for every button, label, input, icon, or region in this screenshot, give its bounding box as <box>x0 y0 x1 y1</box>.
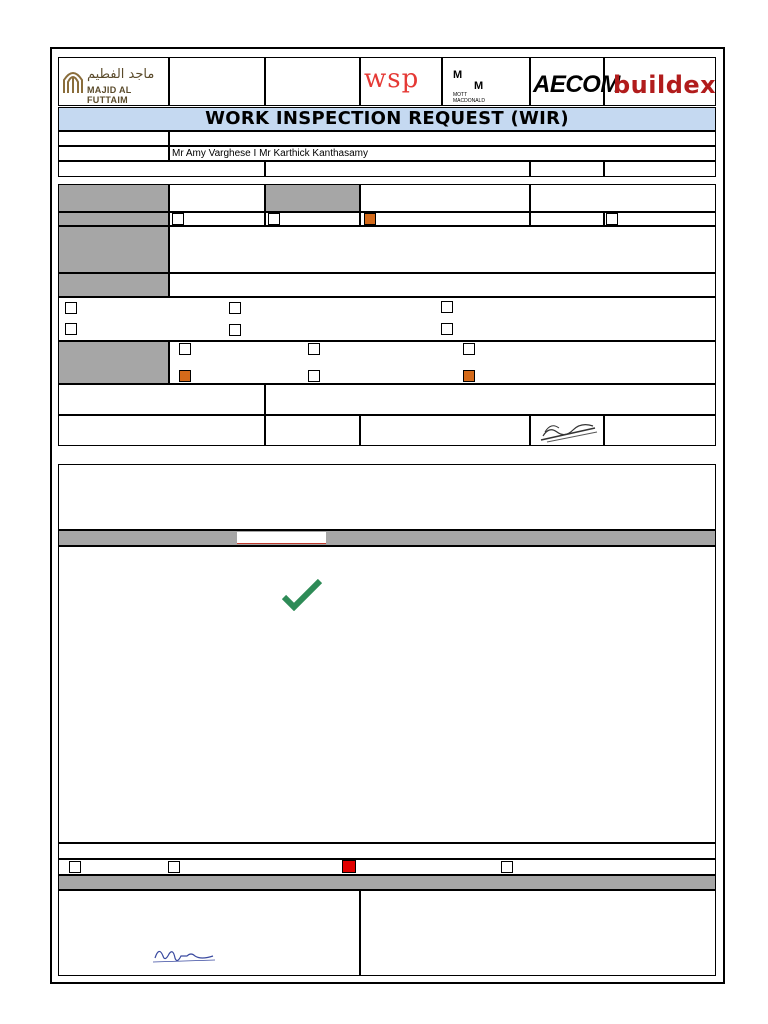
type-option-3 <box>360 212 530 226</box>
approval-left-box[interactable] <box>58 890 360 976</box>
info-cell-3d[interactable] <box>604 161 716 177</box>
section-label-2 <box>265 184 360 212</box>
type-label <box>58 212 169 226</box>
discipline-label <box>58 341 169 384</box>
type-option-4a <box>530 212 604 226</box>
attachment-checkbox-2[interactable] <box>229 302 241 314</box>
signature-handwritten <box>151 944 217 966</box>
info-value-1[interactable] <box>169 131 716 146</box>
result-checkbox-4[interactable] <box>501 861 513 873</box>
discipline-checkbox-1[interactable] <box>179 343 191 355</box>
attachment-checkbox-6[interactable] <box>441 323 453 335</box>
sign-label <box>58 415 265 446</box>
type-checkbox-2[interactable] <box>268 213 280 225</box>
result-checkbox-1[interactable] <box>69 861 81 873</box>
mott-logo-cell <box>442 57 530 106</box>
maf-arabic-name: ماجد الفطيم <box>87 67 155 82</box>
result-checkbox-2[interactable] <box>168 861 180 873</box>
wsp-logo-cell <box>360 57 442 106</box>
inspection-notes-area[interactable] <box>58 546 716 843</box>
approval-right-box[interactable] <box>360 890 716 976</box>
attention-field[interactable] <box>169 146 716 161</box>
discipline-checkbox-6-checked[interactable] <box>463 370 475 382</box>
attachment-checkbox-5[interactable] <box>229 324 241 336</box>
wsp-logo: wsp <box>364 64 420 94</box>
logo-cell-blank-1 <box>169 57 265 106</box>
sign-date-label <box>265 415 360 446</box>
location-label <box>58 273 169 297</box>
buildex-logo-cell <box>604 57 716 106</box>
mott-logo-text: MOTT MACDONALD <box>453 92 485 104</box>
type-checkbox-4[interactable] <box>606 213 618 225</box>
attachment-checkbox-1[interactable] <box>65 302 77 314</box>
mott-logo-m2: M <box>474 80 484 92</box>
maf-emblem-icon <box>62 68 84 94</box>
attachment-checkbox-4[interactable] <box>65 323 77 335</box>
signature-stamp <box>535 418 601 444</box>
maf-logo-cell <box>58 57 169 106</box>
section-label-1 <box>58 184 169 212</box>
result-options-row <box>58 859 716 875</box>
type-checkbox-3-checked[interactable] <box>364 213 376 225</box>
discipline-options <box>169 341 716 384</box>
aecom-logo: AECOM <box>533 71 620 98</box>
approval-header <box>58 875 716 890</box>
discipline-checkbox-4-checked[interactable] <box>179 370 191 382</box>
logo-cell-blank-2 <box>265 57 360 106</box>
inspection-result-input[interactable] <box>237 532 326 544</box>
buildex-logo: buildex <box>613 71 717 99</box>
location-field[interactable] <box>169 273 716 297</box>
sign-date-field[interactable] <box>360 415 530 446</box>
info-label-2 <box>58 146 169 161</box>
discipline-checkbox-3[interactable] <box>463 343 475 355</box>
title-bar <box>58 107 716 131</box>
aecom-logo-cell <box>530 57 620 106</box>
result-checkbox-3-checked[interactable] <box>342 860 356 873</box>
inspection-result-header <box>58 530 716 546</box>
description-field[interactable] <box>169 226 716 273</box>
signature-cell <box>530 415 604 446</box>
comments-box[interactable] <box>58 464 716 530</box>
discipline-checkbox-5[interactable] <box>308 370 320 382</box>
submitted-by-label <box>58 384 265 415</box>
attachment-checkbox-3[interactable] <box>441 301 453 313</box>
notes-footer-row <box>58 843 716 859</box>
mott-logo-m1: M <box>453 69 463 81</box>
check-icon <box>282 579 322 611</box>
form-title: WORK INSPECTION REQUEST (WIR) <box>205 108 569 129</box>
info-label-1 <box>58 131 169 146</box>
attention-names: Mr Amy Varghese I Mr Karthick Kanthasamy <box>172 148 368 159</box>
info-cell-3a[interactable] <box>58 161 265 177</box>
attachments-block <box>58 297 716 341</box>
info-cell-3c[interactable] <box>530 161 604 177</box>
section-value-2[interactable] <box>360 184 530 212</box>
sign-time-field[interactable] <box>604 415 716 446</box>
info-cell-3b[interactable] <box>265 161 530 177</box>
submitted-by-field[interactable] <box>265 384 716 415</box>
description-label <box>58 226 169 273</box>
section-value-1[interactable] <box>169 184 265 212</box>
maf-english-name: MAJID AL FUTTAIM <box>87 85 132 105</box>
discipline-checkbox-2[interactable] <box>308 343 320 355</box>
section-value-3[interactable] <box>530 184 716 212</box>
type-checkbox-1[interactable] <box>172 213 184 225</box>
type-option-4b <box>604 212 716 226</box>
